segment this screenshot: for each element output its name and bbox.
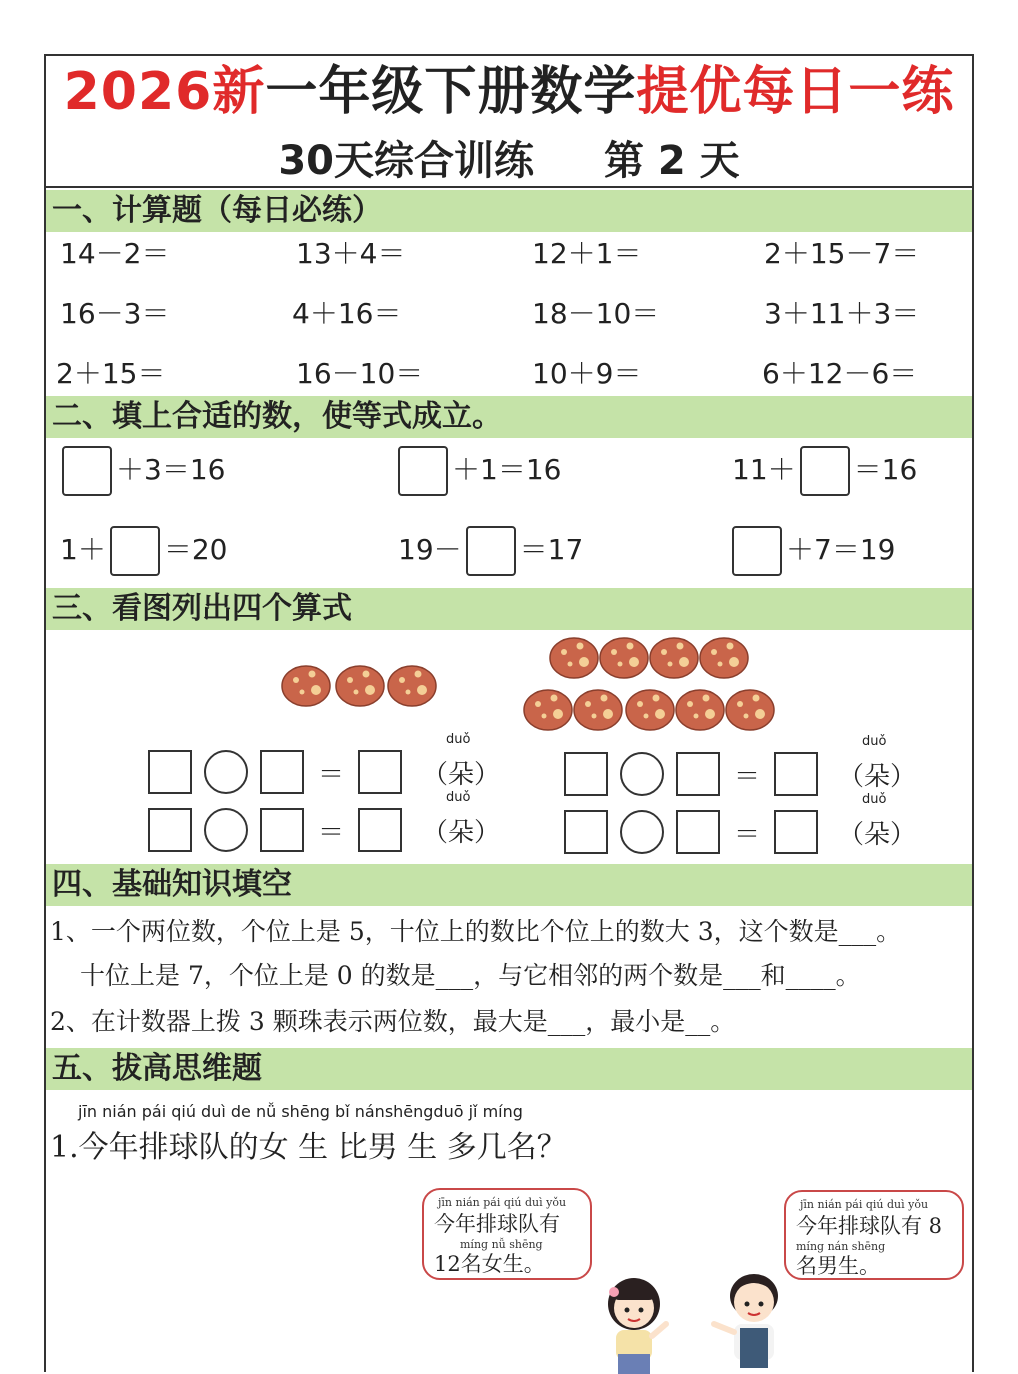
- calc-1-4: 2＋15－7＝: [764, 237, 920, 270]
- mushroom-icon: [550, 638, 598, 678]
- calc-2-1: 16－3＝: [60, 297, 170, 330]
- calc-2-2: 4＋16＝: [292, 297, 402, 330]
- mushroom-icon: [574, 690, 622, 730]
- calc-2-4: 3＋11＋3＝: [764, 297, 920, 330]
- answer-box[interactable]: [260, 750, 304, 794]
- answer-box[interactable]: [110, 526, 160, 576]
- answer-box[interactable]: [148, 750, 192, 794]
- mushroom-icon: [700, 638, 748, 678]
- answer-box[interactable]: [732, 526, 782, 576]
- title-divider: [46, 186, 972, 188]
- answer-box[interactable]: [398, 446, 448, 496]
- calc-3-1: 2＋15＝: [56, 357, 166, 390]
- question-pinyin: jīn nián pái qiú duì de nǚ shēng bǐ nánshēngduō jǐ míng: [78, 1102, 523, 1121]
- mushroom-group-right: [524, 638, 774, 730]
- operator-circle[interactable]: [204, 808, 248, 852]
- answer-box[interactable]: [774, 810, 818, 854]
- section-4-header: 四、基础知识填空: [46, 864, 972, 906]
- section-2-header: 二、填上合适的数，使等式成立。: [46, 396, 972, 438]
- mushroom-icon: [388, 666, 436, 706]
- fill-3: 11＋ ＝16: [732, 446, 917, 496]
- fill-4: 1＋ ＝20: [60, 526, 227, 576]
- answer-box[interactable]: [358, 808, 402, 852]
- mushroom-icon: [282, 666, 330, 706]
- section-1-header: 一、计算题（每日必练）: [46, 190, 972, 232]
- formula-row: ＝ duǒ （朵）: [142, 808, 500, 852]
- mushroom-icon: [726, 690, 774, 730]
- answer-box[interactable]: [62, 446, 112, 496]
- girl-illustration: [594, 1274, 674, 1374]
- answer-box[interactable]: [676, 810, 720, 854]
- section-5-header: 五、拔高思维题: [46, 1048, 972, 1090]
- fill-2: ＋1＝16: [394, 446, 561, 496]
- fill-6: ＋7＝19: [728, 526, 895, 576]
- operator-circle[interactable]: [204, 750, 248, 794]
- worksheet: [44, 54, 974, 1372]
- speech-bubble-boy: jīn nián pái qiú duì yǒu 今年排球队有 8 míng nán shēng 名男生。: [784, 1190, 964, 1280]
- answer-box[interactable]: [676, 752, 720, 796]
- formula-row: ＝ duǒ （朵）: [558, 810, 916, 854]
- question-text: 1.今年排球队的女 生 比男 生 多几名？: [50, 1130, 567, 1165]
- calc-1-3: 12＋1＝: [532, 237, 642, 270]
- calc-1-1: 14－2＝: [60, 237, 170, 270]
- mushroom-icon: [626, 690, 674, 730]
- answer-box[interactable]: [564, 752, 608, 796]
- operator-circle[interactable]: [620, 752, 664, 796]
- main-title: 2026新一年级下册数学提优每日一练: [63, 62, 955, 122]
- answer-box[interactable]: [800, 446, 850, 496]
- speech-bubble-girl: jīn nián pái qiú duì yǒu 今年排球队有 míng nǚ shēng 12名女生。: [422, 1188, 592, 1280]
- mushroom-icon: [600, 638, 648, 678]
- answer-box[interactable]: [148, 808, 192, 852]
- mushroom-icon: [650, 638, 698, 678]
- answer-box[interactable]: [564, 810, 608, 854]
- answer-box[interactable]: [774, 752, 818, 796]
- fill-1: ＋3＝16: [58, 446, 225, 496]
- mushroom-icon: [676, 690, 724, 730]
- fill-blank-1b: 十位上是 7，个位上是 0 的数是___，与它相邻的两个数是___和____。: [80, 961, 861, 990]
- fill-5: 19－ ＝17: [398, 526, 583, 576]
- answer-box[interactable]: [466, 526, 516, 576]
- formula-row: ＝ duǒ （朵）: [142, 750, 500, 794]
- unit-label: duǒ （朵）: [422, 731, 501, 790]
- mushroom-icon: [524, 690, 572, 730]
- answer-box[interactable]: [260, 808, 304, 852]
- operator-circle[interactable]: [620, 810, 664, 854]
- boy-illustration: [706, 1266, 796, 1374]
- calc-3-3: 10＋9＝: [532, 357, 642, 390]
- mushroom-group-left: [282, 666, 436, 706]
- unit-label: duǒ （朵）: [838, 791, 917, 850]
- calc-2-3: 18－10＝: [532, 297, 660, 330]
- mushroom-illustration: [46, 632, 972, 742]
- answer-box[interactable]: [358, 750, 402, 794]
- calc-3-4: 6＋12－6＝: [762, 357, 918, 390]
- unit-label: duǒ （朵）: [838, 733, 917, 792]
- calc-3-2: 16－10＝: [296, 357, 424, 390]
- unit-label: duǒ （朵）: [422, 789, 501, 848]
- fill-blank-2: 2、在计数器上拨 3 颗珠表示两位数，最大是___，最小是__。: [50, 1007, 736, 1036]
- mushroom-icon: [336, 666, 384, 706]
- calc-1-2: 13＋4＝: [296, 237, 406, 270]
- section-3-header: 三、看图列出四个算式: [46, 588, 972, 630]
- fill-blank-1: 1、一个两位数，个位上是 5，十位上的数比个位上的数大 3，这个数是___。: [50, 917, 902, 946]
- formula-row: ＝ duǒ （朵）: [558, 752, 916, 796]
- subtitle: 30天综合训练 第 2 天: [278, 138, 740, 184]
